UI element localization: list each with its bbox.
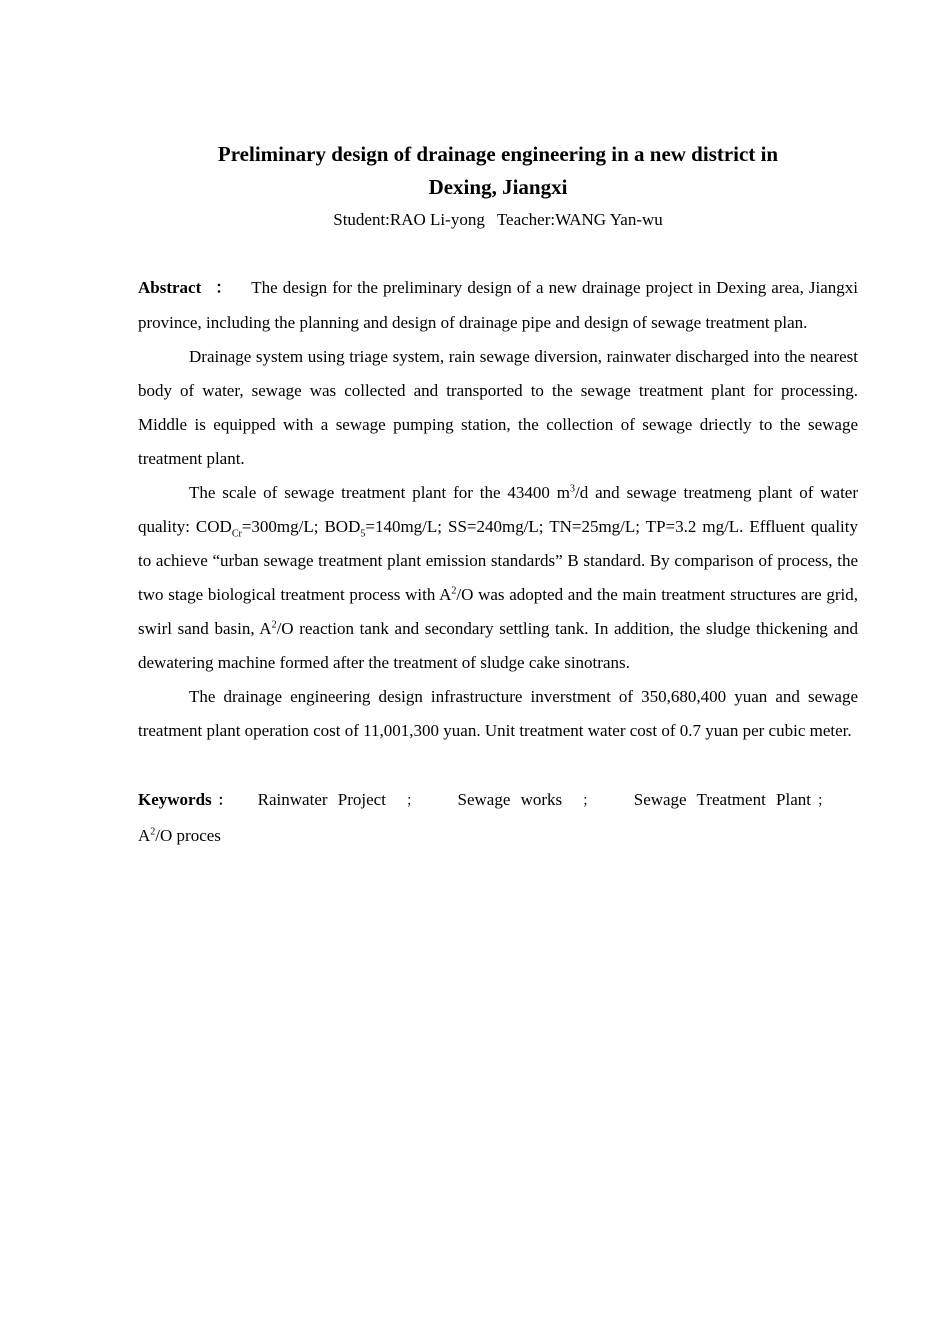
keywords-line-1 [138,783,831,819]
p3-sup-3: 2 [271,619,277,631]
abstract-text-1: The design for the preliminary design of a new drainage project in Dexing area, Jiangxi province, including the planning and design of drainage pipe and design of sewage treatment plan. [138,278,858,332]
abstract-paragraph-1 [138,271,858,340]
keyword-group-2 [458,783,607,819]
keyword-separator: ； [405,794,420,809]
student-name: Student:RAO Li-yong [333,210,485,229]
abstract-colon: ： [215,280,232,297]
abstract-paragraph-4: The drainage engineering design infrastructure inverstment of 350,680,400 yuan and sewage treatment plant operation cost of 11,001,300 yuan. Unit treatment water cost of 0.7 yuan per cubic meter. [138,687,858,740]
p3-text-a: The scale of sewage treatment plant for the 43400 m [189,483,571,502]
authors-line [138,208,858,232]
p3-sub-1: Cr [231,528,242,540]
keyword-item: Sewage Treatment Plant [633,790,811,809]
p3-text-f: /O reaction tank and secondary settling tank. In addition, the sludge thickening and dewatering machine formed after the treatment of sludge cake sinotrans. [138,619,858,672]
abstract-page [138,138,858,853]
abstract-label: Abstract [138,278,202,297]
p3-text-c: =300mg/L; BOD [241,517,361,536]
keywords-colon: ： [217,794,232,809]
teacher-name: Teacher:WANG Yan-wu [496,210,663,229]
keywords-section [138,783,858,853]
p3-text-e: /O was adopted and the main treatment structures are grid, swirl sand basin, A [138,585,858,638]
p3-sup-1: 3 [570,483,576,495]
p3-text-b: /d and sewage treatmeng plant of water quality: COD [138,483,858,536]
keyword-last-b: /O proces [155,826,221,845]
p3-text-d: =140mg/L; SS=240mg/L; TN=25mg/L; TP=3.2 mg/L. Effluent quality to achieve “urban sewage treatment plant emission standards” B standard. By comparison of process, the two stage biological treatment process with A [138,517,858,604]
keyword-item: Sewage works [457,790,563,809]
keyword-separator: ； [582,794,597,809]
keyword-last-a: A [138,826,151,845]
p3-sup-2: 2 [451,585,457,597]
keyword-item: Rainwater Project [257,790,386,809]
title-line-2: Dexing, Jiangxi [428,175,568,199]
keywords-line-2 [138,819,858,853]
keyword-group-3 [634,783,831,819]
abstract-paragraph-2: Drainage system using triage system, rain sewage diversion, rainwater discharged into the nearest body of water, sewage was collected and transported to the sewage treatment plant for processing. Middle is equipped with a sewage pumping station, the collection of sewage driectly to the sewage treatment plant. [138,347,858,468]
keywords-label-group [138,783,430,819]
title-line-1: Preliminary design of drainage engineering in a new district in [217,142,779,166]
abstract-section [138,271,858,748]
keyword-separator: ； [817,794,831,809]
abstract-paragraph-3 [138,476,858,680]
p3-sub-2: 5 [360,528,366,540]
paper-title [138,138,858,204]
keyword-last-sup: 2 [150,826,156,838]
keywords-label: Keywords [138,790,212,809]
